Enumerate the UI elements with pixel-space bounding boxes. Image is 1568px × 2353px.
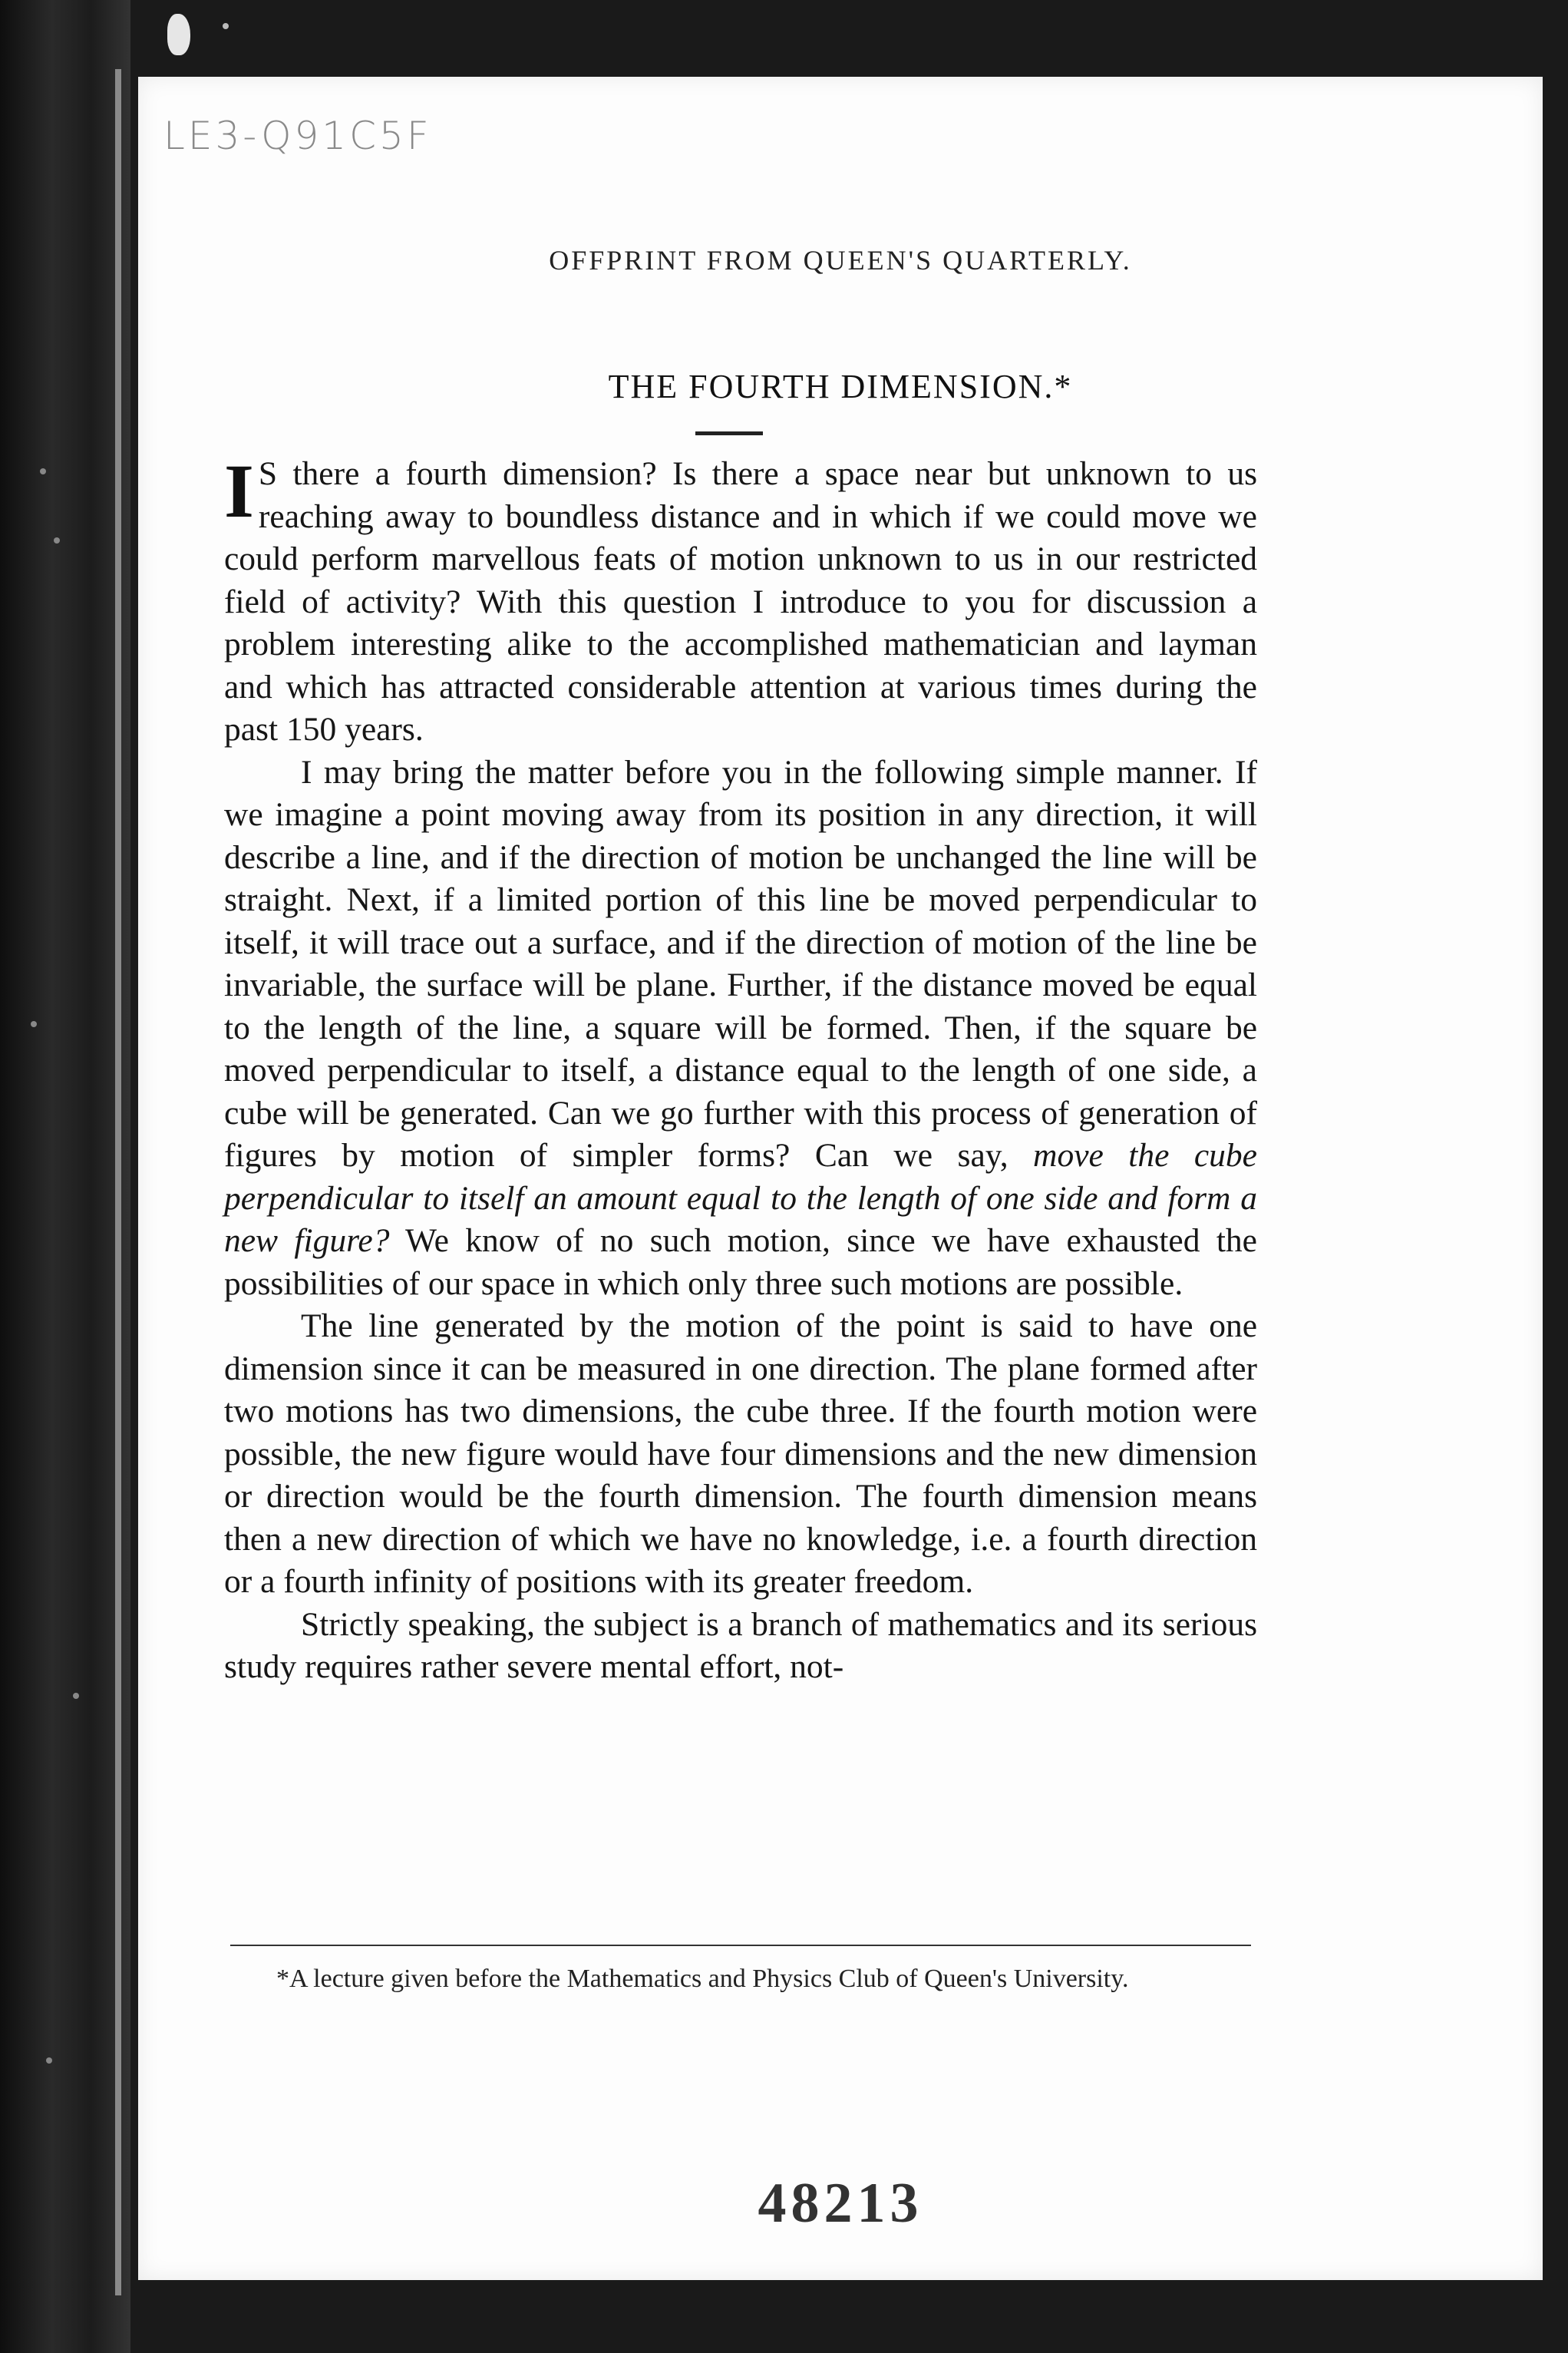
paragraph-1-text: S there a fourth dimension? Is there a space near but unknown to us reaching away to boundless distance and in which if we could move we could perform marvellous feats of motion unknown to us in our restricted field of activity? With this question I introduce to you for discussion a problem interesting alike to the accomplished mathematician and layman and which has attracted considerable attention at various times during the past 150 years. bbox=[224, 455, 1257, 748]
paragraph-4: Strictly speaking, the subject is a branch of mathematics and its serious study requires rather severe mental effort, not- bbox=[224, 1605, 1257, 1685]
scan-dark-margin bbox=[0, 0, 130, 2353]
footnote: *A lecture given before the Mathematics and Physics Club of Queen's University. bbox=[276, 1965, 1129, 1993]
paragraph-2 bbox=[224, 752, 1257, 1306]
offprint-header: OFFPRINT FROM QUEEN'S QUARTERLY. bbox=[549, 245, 1132, 276]
paragraph-2-text-b: We know of no such motion, since we have exhausted the possibilities of our space in which only three such motions are possible. bbox=[224, 1222, 1257, 1302]
scan-speck bbox=[167, 14, 190, 55]
paragraph-2-text-a: I may bring the matter before you in the following simple manner. If we imagine a point moving away from its position in any direction, it will describe a line, and if the direction of motion be unchanged the line will be straight. Next, if a limited portion of this line be moved perpendicular to itself, it will trace out a surface, and if the direction of motion of the line be invariable, the surface will be plane. Further, if the distance moved be equal to the length of the line, a square will be formed. Then, if the square be moved perpendicular to itself, a distance equal to the length of one side, a cube will be generated. Can we go further with this process of generation of figures by motion of simpler forms? Can we say, bbox=[224, 753, 1257, 1174]
article-body bbox=[224, 448, 1257, 1689]
drop-cap: I bbox=[224, 448, 254, 534]
page-number: 48213 bbox=[758, 2172, 923, 2235]
page-edge-line bbox=[115, 69, 121, 2295]
paragraph-1 bbox=[224, 448, 1257, 752]
title-rule bbox=[695, 431, 763, 435]
article-title: THE FOURTH DIMENSION.* bbox=[608, 368, 1073, 405]
footnote-rule bbox=[230, 1945, 1251, 1946]
paragraph-3: The line generated by the motion of the point is said to have one dimension since it can be measured in one direction. The plane formed after two motions has two dimensions, the cube three. If the fourth motion were possible, the new figure would have four dimensions and the new dimension or direction would be the fourth dimension. The fourth dimension means then a new direction of which we have no knowledge, i.e. a fourth direction or a fourth infinity of positions with its greater freedom. bbox=[224, 1307, 1257, 1600]
handwritten-catalog-mark: LE3-Q91C5F bbox=[163, 114, 432, 158]
scan-speck bbox=[223, 23, 229, 29]
paragraph-2-italic: move the cube perpendicular to itself an amount equal to the length of one side and form a new figure? bbox=[224, 1137, 1257, 1259]
